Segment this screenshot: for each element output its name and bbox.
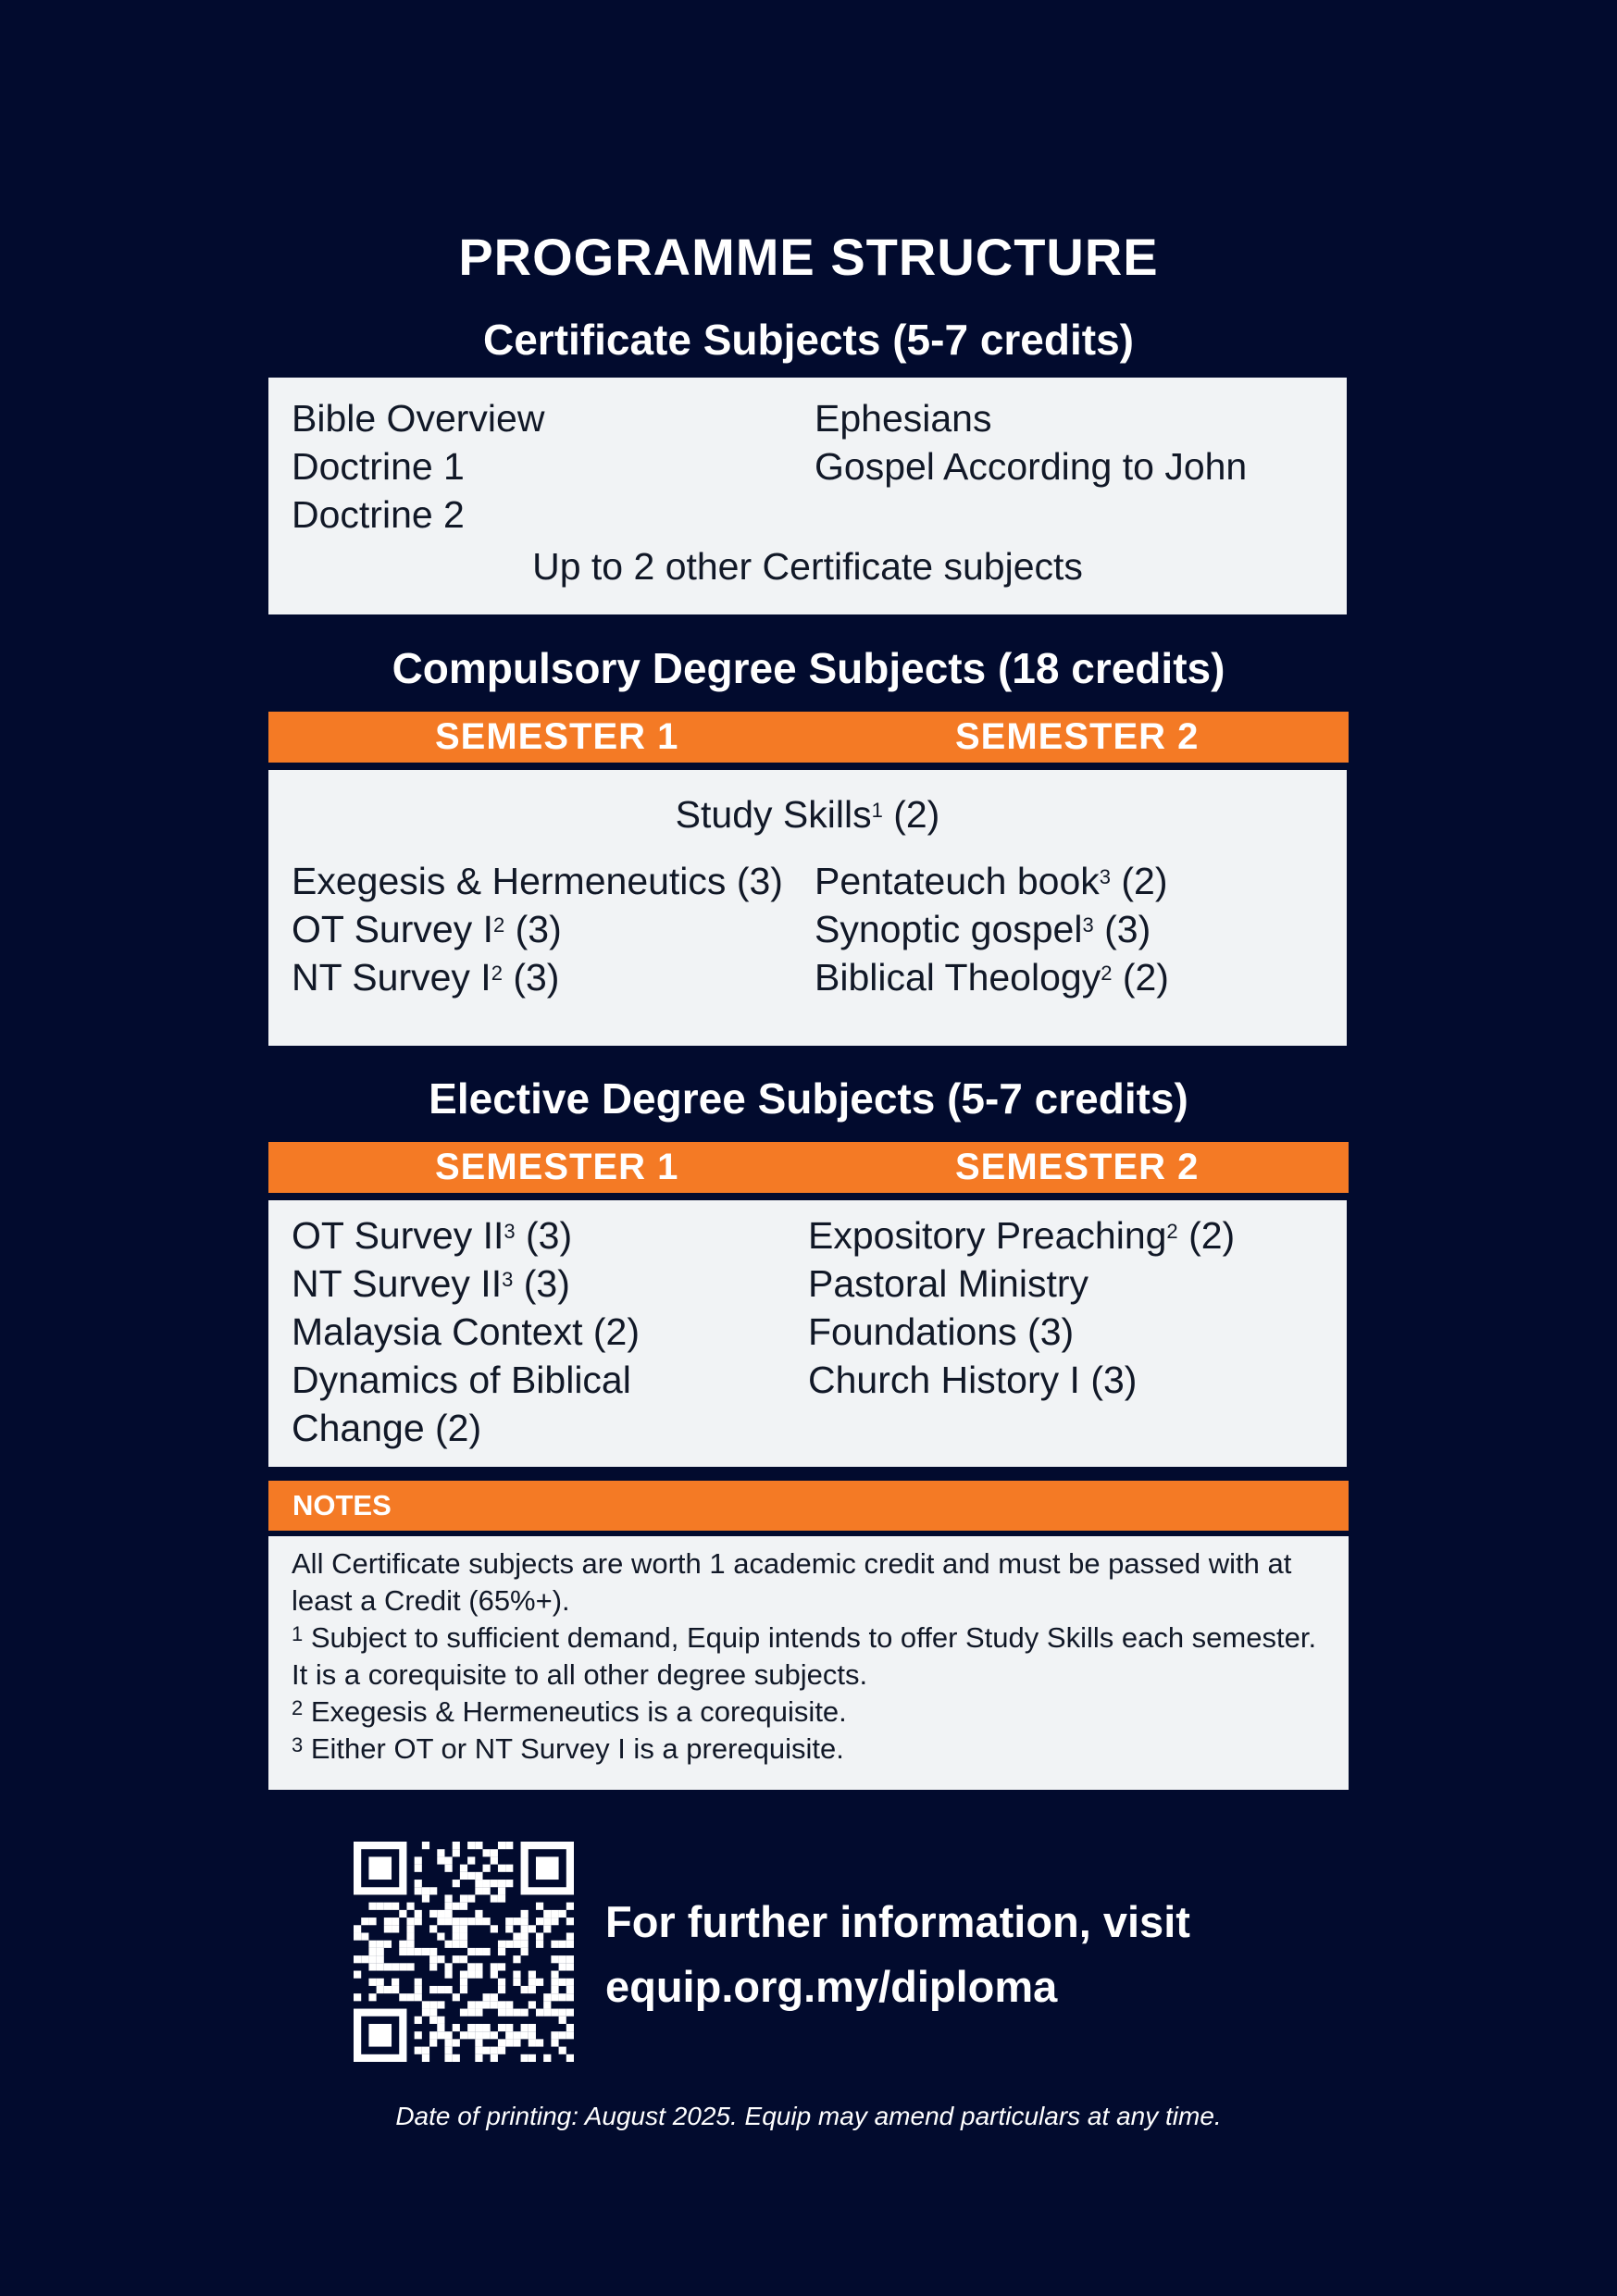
semester-2-label: SEMESTER 2 (955, 716, 1200, 757)
semester-2-label: SEMESTER 2 (955, 1147, 1200, 1187)
list-item: Change (2) (292, 1407, 482, 1449)
qr-code-icon[interactable] (354, 1842, 574, 2062)
notes-bar (268, 1481, 1349, 1531)
certificate-left-list (292, 394, 544, 539)
semester-1-label: SEMESTER 1 (435, 716, 679, 757)
note-item: $^1$ Subject to sufficient demand, Equip intends to offer Study Skills each semester. It is a corequisite to all other degree subjects. (292, 1621, 1317, 1691)
notes-panel (268, 1536, 1349, 1790)
notes-label: NOTES (292, 1489, 392, 1521)
page-title: PROGRAMME STRUCTURE (458, 228, 1159, 286)
compulsory-panel (268, 770, 1347, 1046)
list-item: Pentateuch book$^3$ (2) (815, 860, 1168, 902)
note-item: $^3$ Either OT or NT Survey I is a prerequisite. (292, 1732, 844, 1765)
note-item: $^2$ Exegesis & Hermeneutics is a corequisite. (292, 1695, 847, 1728)
list-item: Church History I (3) (808, 1359, 1138, 1401)
elective-sem2-list (808, 1211, 1235, 1404)
list-item: Gospel According to John (815, 445, 1248, 488)
list-item: Synoptic gospel$^3$ (3) (815, 908, 1151, 950)
certificate-panel (268, 378, 1347, 614)
list-item: Dynamics of Biblical (292, 1359, 631, 1401)
elective-semester-bar (268, 1142, 1349, 1193)
elective-sem1-list (292, 1211, 640, 1452)
elective-heading: Elective Degree Subjects (5-7 credits) (429, 1074, 1188, 1123)
study-skills: Study Skills$^1$ (2) (675, 793, 940, 836)
contact-line-1: For further information, visit (605, 1897, 1190, 1946)
list-item: Doctrine 1 (292, 445, 465, 488)
list-item: Pastoral Ministry (808, 1262, 1089, 1305)
list-item: Biblical Theology$^2$ (2) (815, 956, 1169, 999)
contact-block (605, 1890, 1190, 2019)
notes-general: All Certificate subjects are worth 1 academic credit and must be passed with at least a Credit (65%+). (292, 1547, 1292, 1617)
certificate-right-list (815, 394, 1247, 490)
list-item: Doctrine 2 (292, 493, 465, 536)
list-item: Bible Overview (292, 397, 545, 440)
list-item: Expository Preaching$^2$ (2) (808, 1214, 1236, 1257)
contact-url[interactable]: equip.org.my/diploma (605, 1962, 1058, 2011)
compulsory-heading: Compulsory Degree Subjects (18 credits) (392, 644, 1225, 692)
list-item: NT Survey $II^3$ (3) (292, 1262, 570, 1305)
semester-1-label: SEMESTER 1 (435, 1147, 679, 1187)
certificate-footer: Up to 2 other Certificate subjects (532, 545, 1083, 588)
list-item: NT Survey $I^2$ (3) (292, 956, 560, 999)
elective-panel (268, 1200, 1347, 1467)
list-item: OT Survey $I^2$ (3) (292, 908, 562, 950)
list-item: Ephesians (815, 397, 992, 440)
compulsory-semester-bar (268, 712, 1349, 763)
list-item: Malaysia Context (2) (292, 1310, 640, 1353)
list-item: Exegesis & Hermeneutics (3) (292, 860, 783, 902)
print-date-footer: Date of printing: August 2025. Equip may amend particulars at any time. (395, 2102, 1222, 2130)
certificate-heading: Certificate Subjects (5-7 credits) (482, 316, 1134, 364)
list-item: OT Survey $II^3$ (3) (292, 1214, 573, 1257)
list-item: Foundations (3) (808, 1310, 1075, 1353)
compulsory-sem2-list (815, 857, 1169, 1001)
compulsory-sem1-list (292, 857, 783, 1001)
